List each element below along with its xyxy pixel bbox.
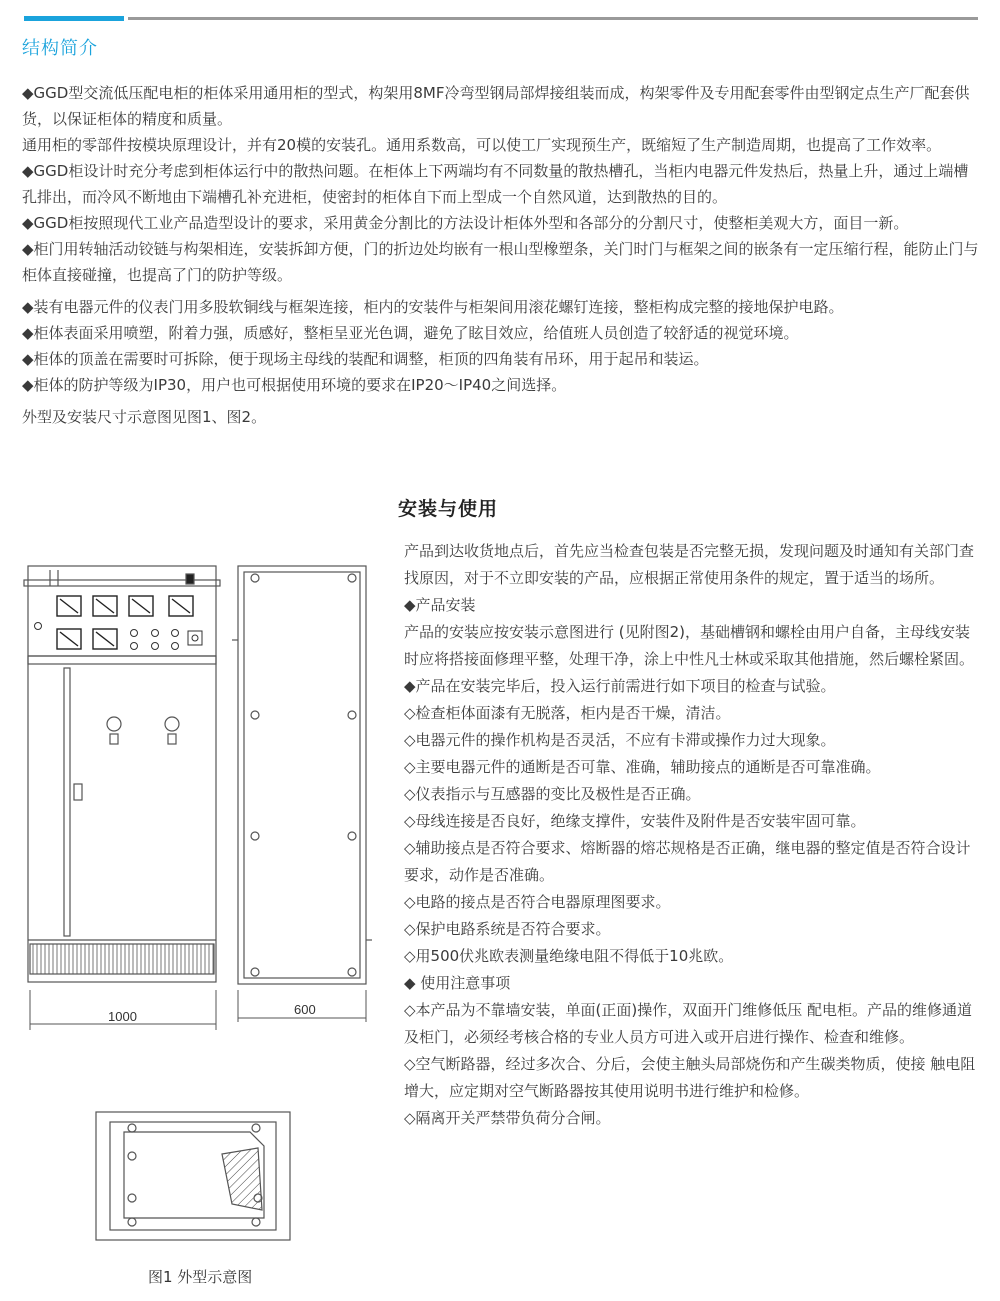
base-plan-view	[96, 1112, 290, 1240]
install-paragraph: ◇用500伏兆欧表测量绝缘电阻不得低于10兆欧。	[404, 947, 734, 965]
install-paragraph: ◇电路的接点是否符合电器原理图要求。	[404, 893, 671, 911]
meter-icons	[57, 596, 193, 649]
install-paragraph: ◇辅助接点是否符合要求、熔断器的熔芯规格是否正确，继电器的整定值是否符合设计要求，动作是否准确。	[404, 839, 971, 884]
install-paragraph: ◇母线连接是否良好，绝缘支撑件，安装件及附件是否安装牢固可靠。	[404, 812, 866, 830]
intro-text	[22, 80, 982, 430]
install-paragraph: ◇仪表指示与互感器的变比及极性是否正确。	[404, 785, 701, 803]
install-title: 安装与使用	[398, 498, 499, 520]
intro-paragraph: ◆GGD柜设计时充分考虑到柜体运行中的散热问题。在柜体上下两端均有不同数量的散热槽孔，当柜内电器元件发热后，热量上升，通过上端槽孔排出，而冷风不断地由下端槽孔补充进柜，使密封的柜体自下而上型成一个自然风道，达到散热的目的。	[22, 162, 969, 206]
intro-paragraph: ◆装有电器元件的仪表门用多股软铜线与框架连接，柜内的安装件与柜架间用滚花螺钉连接，整柜构成完整的接地保护电路。	[22, 298, 844, 316]
install-paragraph: ◇保护电路系统是否符合要求。	[404, 920, 611, 938]
install-text	[404, 538, 984, 1132]
cabinet-drawing	[0, 520, 400, 1300]
install-paragraph: ◆ 使用注意事项	[404, 974, 511, 992]
intro-paragraph: ◆柜体的顶盖在需要时可拆除，便于现场主母线的装配和调整，柜顶的四角装有吊环，用于起吊和装运。	[22, 350, 709, 368]
section-title: 结构简介	[22, 38, 98, 59]
install-paragraph: 产品到达收货地点后，首先应当检查包装是否完整无损，发现问题及时通知有关部门查找原因，对于不立即安装的产品，应根据正常使用条件的规定，置于适当的场所。	[404, 542, 975, 587]
intro-paragraph: ◆柜门用转轴活动铰链与构架相连，安装拆卸方便，门的折边处均嵌有一根山型橡塑条，关门时门与框架之间的嵌条有一定压缩行程，能防止门与柜体直接碰撞，也提高了门的防护等级。	[22, 240, 979, 284]
intro-paragraph: 外型及安装尺寸示意图见图1、图2。	[22, 408, 267, 426]
install-paragraph: ◆产品安装	[404, 596, 476, 614]
intro-paragraph: 通用柜的零部件按模块原理设计，并有20模的安装孔。通用系数高，可以使工厂实现预生产，既缩短了生产制造周期，也提高了工作效率。	[22, 136, 942, 154]
figure-caption: 图1 外型示意图	[148, 1268, 253, 1286]
install-paragraph: ◇空气断路器，经过多次合、分后，会使主触头局部烧伤和产生碳类物质，使接 触电阻增大，应定期对空气断路器按其使用说明书进行维护和检修。	[404, 1055, 976, 1100]
door	[64, 668, 179, 936]
side-view	[232, 566, 372, 984]
intro-paragraph: ◆柜体表面采用喷塑，附着力强，质感好，整柜呈亚光色调，避免了眩目效应，给值班人员创造了较舒适的视觉环境。	[22, 324, 799, 342]
dimension-width-label: 1000	[108, 1009, 137, 1024]
dimension-depth-label: 600	[294, 1002, 316, 1017]
intro-paragraph: ◆GGD柜按照现代工业产品造型设计的要求，采用黄金分割比的方法设计柜体外型和各部分的分割尺寸，使整柜美观大方，面目一新。	[22, 214, 909, 232]
front-view	[24, 566, 220, 982]
install-paragraph: ◇电器元件的操作机构是否灵活，不应有卡滞或操作力过大现象。	[404, 731, 836, 749]
intro-paragraph: ◆柜体的防护等级为IP30，用户也可根据使用环境的要求在IP20～IP40之间选择。	[22, 376, 567, 394]
install-paragraph: ◇本产品为不靠墙安装，单面(正面)操作，双面开门维修低压 配电柜。产品的维修通道及柜门，必须经考核合格的专业人员方可进入或开启进行操作、检查和维修。	[404, 1001, 973, 1046]
install-paragraph: 产品的安装应按安装示意图进行 (见附图2)，基础槽钢和螺栓由用户自备，主母线安装时应将搭接面修理平整，处理干净，涂上中性凡士林或采取其他措施，然后螺栓紧固。	[404, 623, 975, 668]
install-paragraph: ◇隔离开关严禁带负荷分合闸。	[404, 1109, 611, 1127]
install-paragraph: ◇主要电器元件的通断是否可靠、准确，辅助接点的通断是否可靠准确。	[404, 758, 881, 776]
header-rule	[128, 17, 978, 20]
indicator-lamps	[35, 623, 203, 650]
intro-paragraph: ◆GGD型交流低压配电柜的柜体采用通用柜的型式，构架用8MF冷弯型钢局部焊接组装而成，构架零件及专用配套零件由型钢定点生产厂配套供货，以保证柜体的精度和质量。	[22, 84, 970, 128]
install-paragraph: ◆产品在安装完毕后，投入运行前需进行如下项目的检查与试验。	[404, 677, 836, 695]
header-accent-bar	[24, 16, 124, 21]
install-paragraph: ◇检查柜体面漆有无脱落，柜内是否干燥，清洁。	[404, 704, 731, 722]
